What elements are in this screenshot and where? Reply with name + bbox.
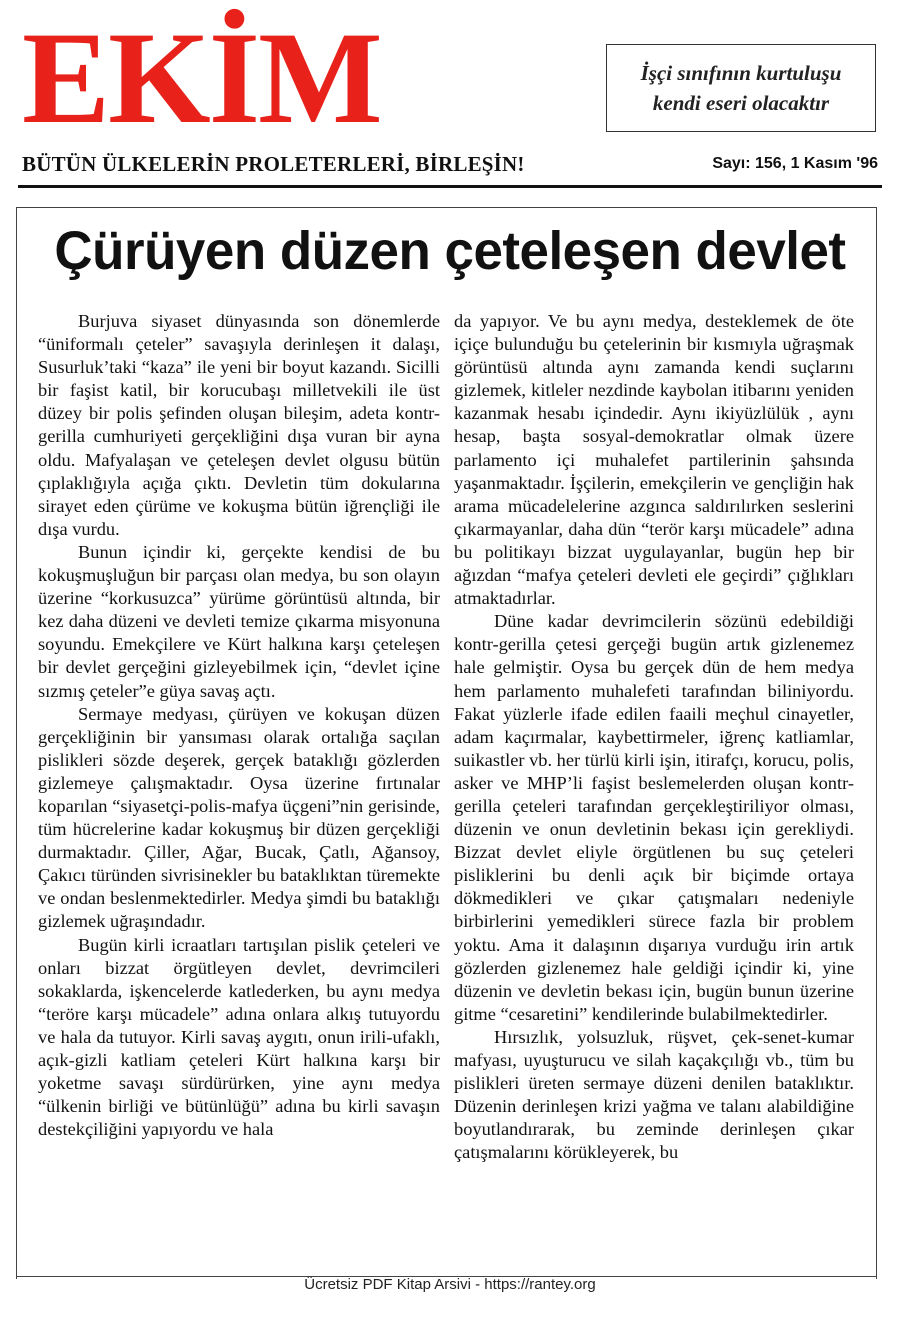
motto-box (606, 44, 876, 132)
right-column (454, 310, 854, 1164)
paragraph: Bugün kirli icraatları tartışılan pislik çeteleri ve onları bizzat örgütleyen devlet, devrimcileri sokaklarda, işkencelerde katlederken, bu aynı medya “teröre karşı mücadele” adına onlara alkış tutuyordu ve hala da tutuyor. Kirli savaş aygıtı, onun irili-ufaklı, açık-gizli katliam çeteleri Kürt halkına karşı bir yoketme savaşı sürdürürken, yine aynı medya “ülkenin birliği ve bütünlüğü” adına bu kirli savaşın destekçiliğini yapıyordu ve hala (38, 934, 440, 1140)
headline: Çürüyen düzen çeteleşen devlet (54, 221, 846, 281)
paragraph: Burjuva siyaset dünyasında son dönemlerde “üniformalı çeteler” savaşıyla derinleşen it dalaşı, Susurluk’taki “kaza” ile yeni bir boyut kazandı. Sicilli bir faşist katil, bir korucubaşı milletvekili ile üst düzey bir polis şefinden oluşan bileşim, adeta kontr-gerilla cumhuriyeti gerçekliğini dışa vuran bir ayna oldu. Mafyalaşan ve çeteleşen devlet olgusu bütün çıplaklığıyla açığa çıktı. Devletin tüm dokularına sirayet eden çürüme ve kokuşma bütün iğrençliği ile dışa vurdu. (38, 311, 440, 539)
slogan: BÜTÜN ÜLKELERİN PROLETERLERİ, BİRLEŞİN! (22, 152, 525, 176)
left-column (38, 310, 440, 1141)
paragraph: Bunun içindir ki, gerçekte kendisi de bu kokuşmuşluğun bir parçası olan medya, bu son olayın üzerine “korkusuzca” yürüme görüntüsü altında, bir kez daha düzeni ve devleti temize çıkarma misyonuna soyundu. Emekçilere ve Kürt halkına karşı çeteleşen bir devlet gerçeğini gizleyebilmek için, “devlet içine sızmış çeteler”e güya savaş açtı. (38, 541, 440, 701)
footer-link[interactable]: Ücretsiz PDF Kitap Arsivi - https://rantey.org (304, 1276, 596, 1293)
motto-line-1: İşçi sınıfının kurtuluşu (640, 61, 842, 85)
paragraph: Sermaye medyası, çürüyen ve kokuşan düzen gerçekliğinin bir yansıması olarak ortalığa saçılan pislikleri sözde deşerek, gerçek bataklığı gözlerden gizlemeye çalışmaktadır. Oysa üzerine fırtınalar koparılan “siyasetçi-polis-mafya üçgeni”nin gerisinde, tüm hücrelerine kadar kokuşmuş bir düzen gerçekliği durmaktadır. Çiller, Ağar, Bucak, Çatlı, Ağansoy, Çakıcı türünden sivrisinekler bu bataklıktan türemekte ve ondan beslenmektedirler. Medya şimdi bu bataklığı gizlemek uğraşındadır. (38, 703, 440, 932)
header-divider (18, 185, 882, 188)
paragraph: Düne kadar devrimcilerin sözünü edebildiği kontr-gerilla çetesi gerçeği bugün artık gizlenemez hale gelmiştir. Oysa bu gerçek dün de hem medya hem parlamento muhalefeti tarafından biliniyordu. Fakat yüzlerle ifade edilen faaili meçhul cinayetler, adam kaçırmalar, kaybettirmeler, iğrenç katliamlar, suikastler vb. her türlü kirli işin, itirafçı, korucu, polis, asker ve MHP’li faşist beslemelerden oluşan kontr-gerilla çeteleri tarafından gerçekleştiriliyor olması, düzenin ve onun devletinin bekası için gerekliydi. Bizzat devlet eliyle örgütlenen bu suç çeteleri pisliklerini bu denli açık bir biçimde ortaya dökmedikleri ve çıkar çatışmaları nedeniyle birbirlerini yemedikleri sürece fazla bir problem yoktu. Ama it dalaşının dışarıya vurduğu irin artık gözlerden gizlenemez hale geldiği içindir ki, yine düzenin ve devletin bekası için, bugün bunun üzerine gitme “cesaretini” kendilerinde bulabilmektedirler. (454, 611, 854, 1024)
issue-info: Sayı: 156, 1 Kasım '96 (712, 155, 878, 172)
paragraph: Hırsızlık, yolsuzluk, rüşvet, çek-senet-kumar mafyası, uyuşturucu ve silah kaçakçılığı vb., tüm bu pislikleri üreten sermaye düzeni denilen bataklıktır. Düzenin derinleşen krizi yağma ve talanı alabildiğine boyutlandırarak, bu zeminde derinleşen çıkar çatışmalarını körükleyerek, bu (454, 1026, 854, 1163)
paragraph: da yapıyor. Ve bu aynı medya, desteklemek de öte içiçe bulunduğu bu çetelerinin bir kısmıyla uğraşmak görüntüsü altında aynı zamanda kendi suçlarını gizlemek, kitleler nezdinde kaybolan itibarını yeniden kazanmak hesabı içindedir. Aynı ikiyüzlülük , aynı hesap, başta sosyal-demokratlar olmak üzere parlamento içi muhalefet partilerinin şahsında yaşanmaktadır. İşçilerin, emekçilerin ve gençliğin hak arama mücadelelerine azgınca saldırılırken seslerini çıkarmayanlar, daha dün “terör karşı mücadele” adına bu politikayı bizzat uygulayanlar, bugün hep bir ağızdan “mafya çeteleri devleti ele geçirdi” çığlıkları atmaktadırlar. (454, 311, 854, 609)
logo (22, 4, 462, 151)
logo-text: EKİM (22, 4, 381, 151)
motto-line-2: kendi eseri olacaktır (652, 91, 830, 115)
